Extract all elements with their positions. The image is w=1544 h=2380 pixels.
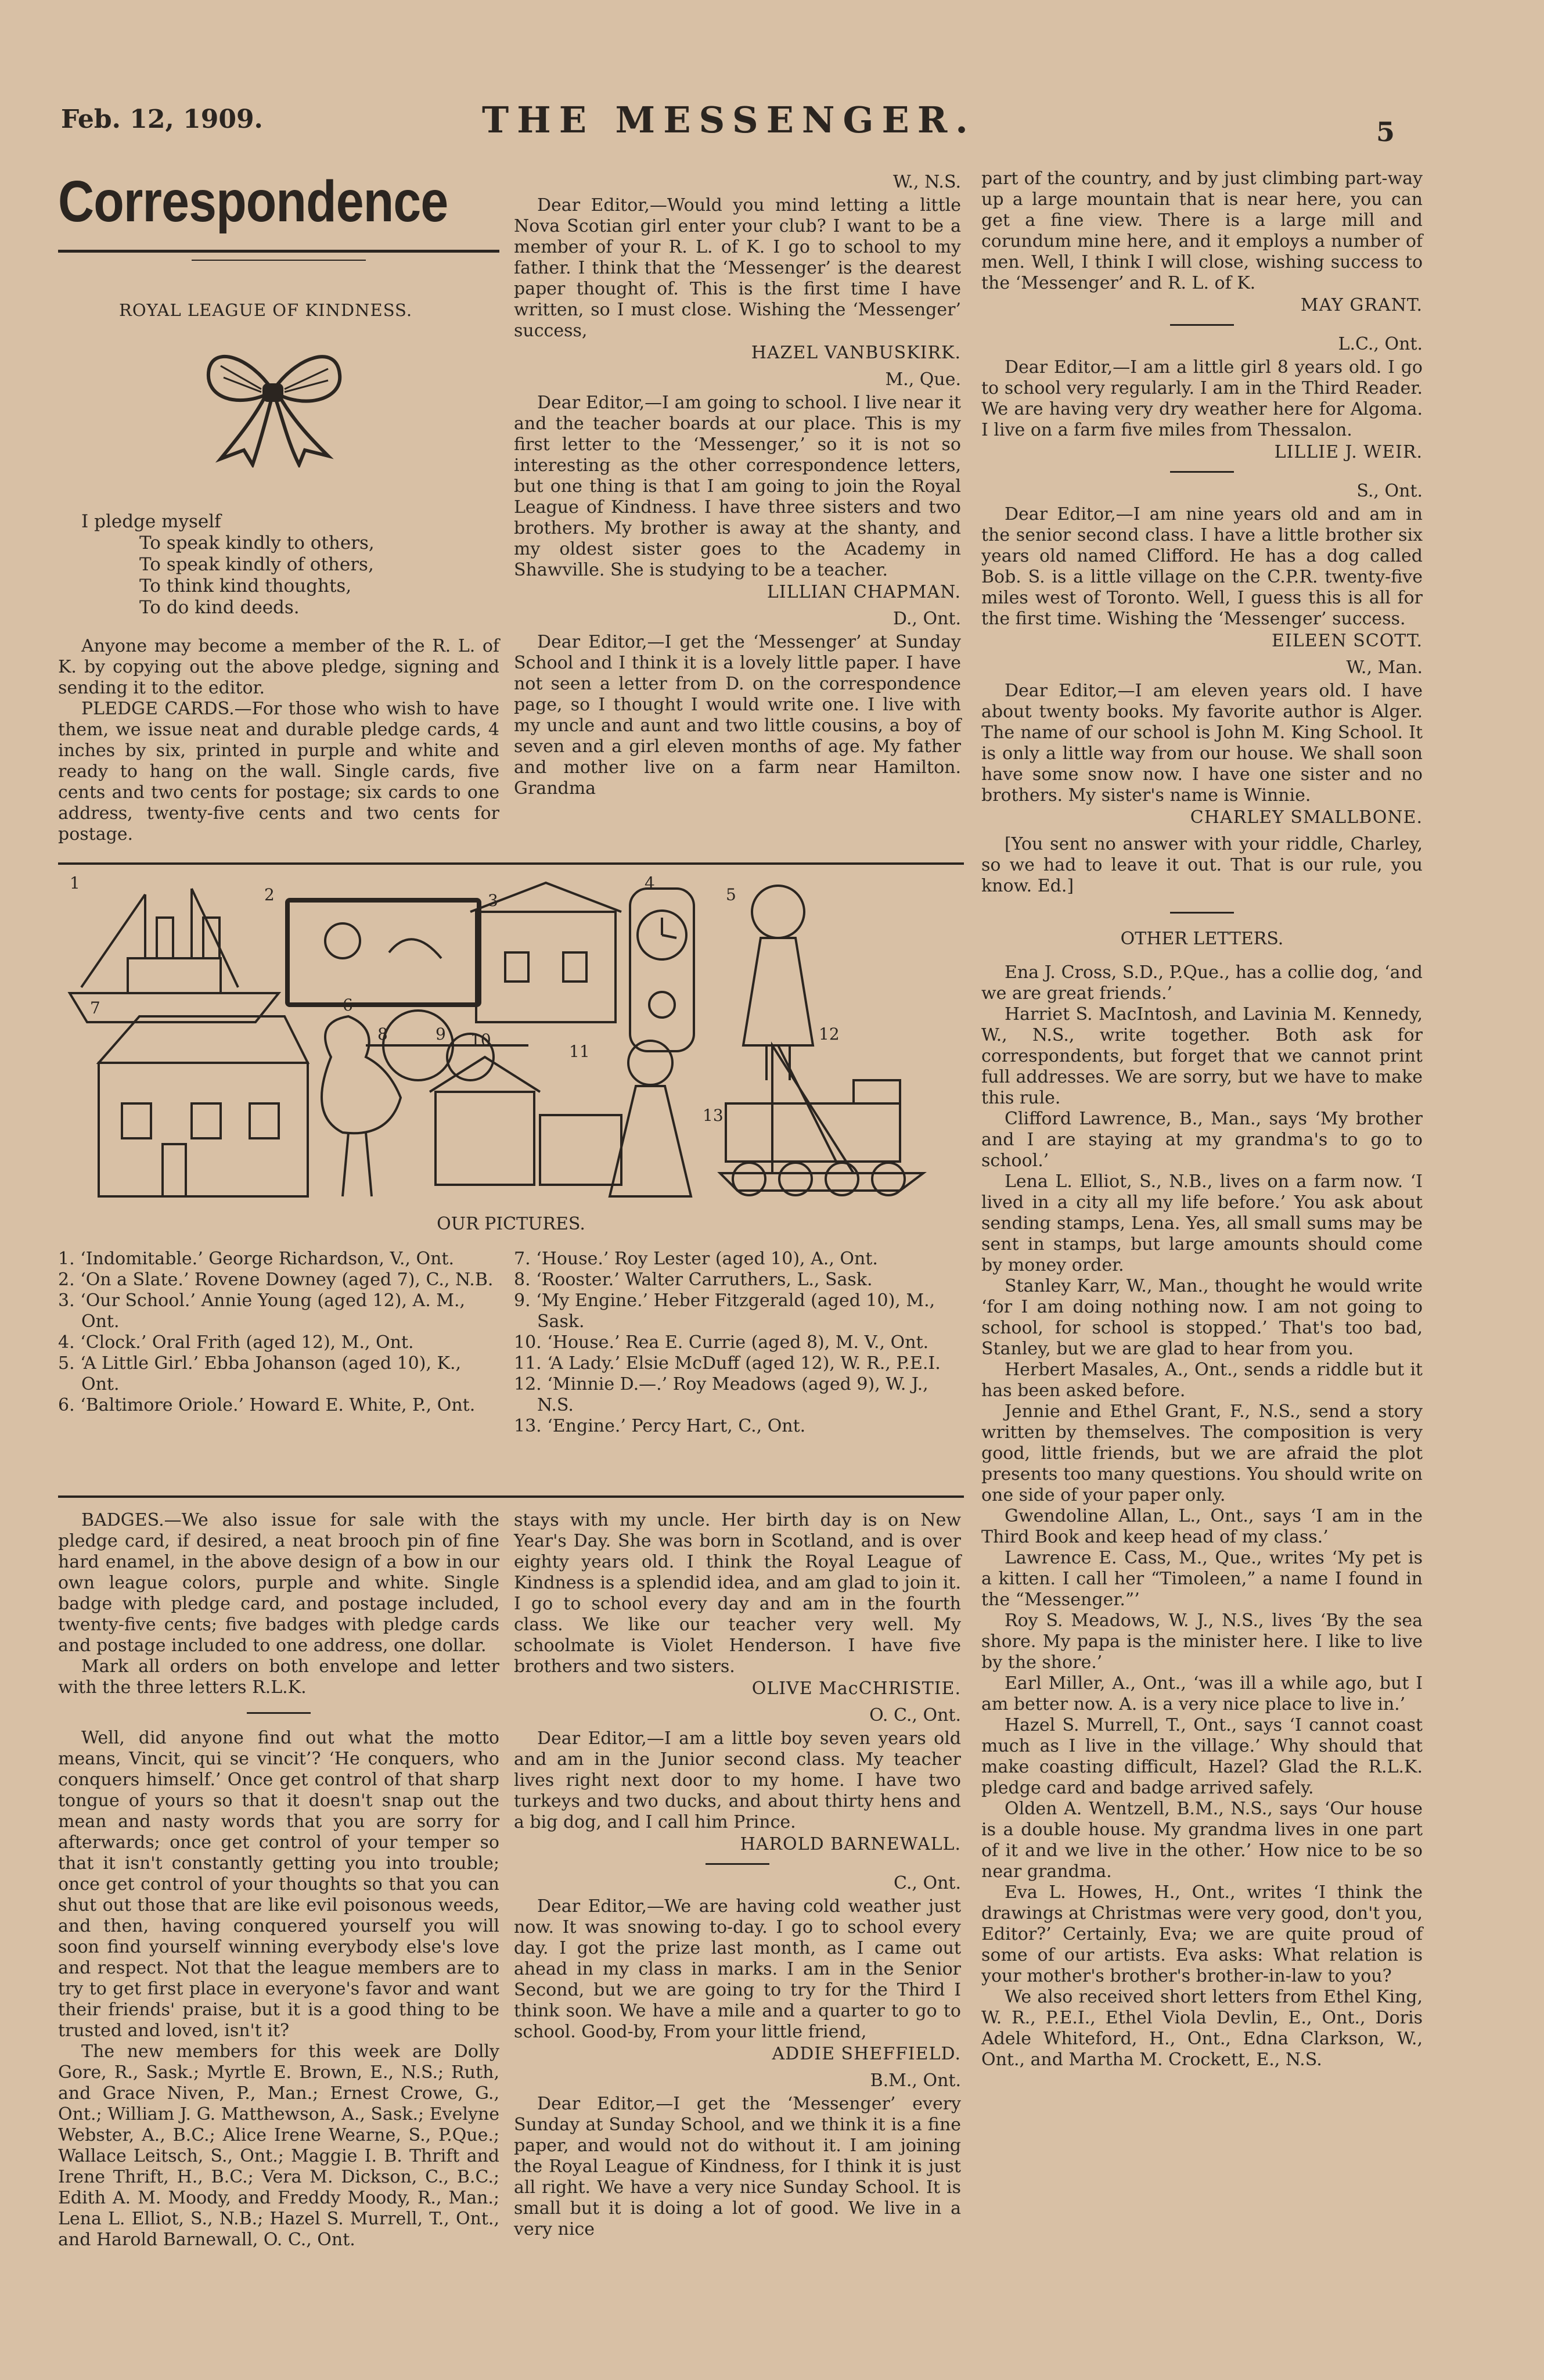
letters-column-2-top (514, 168, 961, 799)
picture-caption: 11. ‘A Lady.’ Elsie McDuff (aged 12), W. R., P.E.I. (514, 1353, 941, 1374)
letter-signature: LILLIE J. WEIR. (1274, 442, 1423, 462)
other-letter-item: Roy S. Meadows, W. J., N.S., lives ‘By the sea shore. My papa is the minister here. I like to live by the shore.’ (981, 1610, 1423, 1673)
other-letter-item: Lena L. Elliot, S., N.B., lives on a farm now. ‘I lived in a city all my life before.’ You ask about sending stamps, Lena. Yes, all small sums may be sent in stamps, but large amounts should come by money order. (981, 1171, 1423, 1275)
letters-column-2-bottom (514, 1510, 961, 2240)
paragraph: PLEDGE CARDS.—For those who wish to have them, we issue neat and durable pledge cards, 4 inches by six, printed in purple and white and ready to hang on the wall. Single cards, five cents and two cents for postage; six cards to one address, twenty-five cents and two cents for postage. (58, 699, 499, 844)
letter-text: Dear Editor,—I am a little girl 8 years old. I go to school very regularly. I am in the Third Reader. We are having very dry weather here for Algoma. I live on a farm five miles from Thessalon. (981, 357, 1423, 440)
pledge-line: To speak kindly of others, (139, 554, 374, 575)
letter-text: Dear Editor,—I am a little boy seven years old and am in the Junior second class. My teacher lives right next door to my home. I have two turkeys and two ducks, and about thirty hens and a big dog, and I call him Prince. (514, 1728, 961, 1832)
other-letter-item: Hazel S. Murrell, T., Ont., says ‘I cannot coast much as I live in the village.’ Why should that make coasting difficult, Hazel? Glad the R.L.K. pledge card and badge arrived safely. (981, 1715, 1423, 1798)
newspaper-title: THE MESSENGER. (482, 99, 976, 141)
paragraph: The new members for this week are Dolly Gore, R., Sask.; Myrtle E. Brown, E., N.S.; Ruth, and Grace Niven, P., Man.; Ernest Crowe, G., Ont.; William J. G. Matthewson, A., Sask.; Evelyne Webster, A., B.C.; Alice Irene Wearne, S., P.Que.; Wallace Leitsch, S., Ont.; Maggie I. B. Thrift and Irene Thrift, H., B.C.; Vera M. Dickson, C., B.C.; Edith A. M. Moody, and Freddy Moody, R., Man.; Lena L. Elliot, S., N.B.; Hazel S. Murrell, T., Ont., and Harold Barnewall, O. C., Ont. (58, 2041, 499, 2250)
paragraph: BADGES.—We also issue for sale with the pledge card, if desired, a neat brooch pin of fine hard enamel, in the above design of a bow in our own league colors, purple and white. Single badge with pledge card, and postage included, twenty-five cents; five badges with pledge cards and postage included to one address, one dollar. (58, 1510, 499, 1656)
other-letter-item: Stanley Karr, W., Man., thought he would write ‘for I am doing nothing now. I am not going to school, for school is stopped.’ That's too bad, Stanley, but we are glad to hear from you. (981, 1276, 1423, 1359)
pictures-captions-left (58, 1249, 499, 1416)
picture-caption: 9. ‘My Engine.’ Heber Fitzgerald (aged 10), M., Sask. (514, 1290, 935, 1332)
badges-column (58, 1510, 499, 2250)
pledge-line: I pledge myself (81, 511, 221, 532)
other-letter-item: Ena J. Cross, S.D., P.Que., has a collie dog, ‘and we are great friends.’ (981, 962, 1423, 1004)
letter-signature: EILEEN SCOTT. (1271, 631, 1423, 651)
picture-number: 2 (264, 885, 275, 904)
divider (1170, 912, 1234, 914)
letter-text: Dear Editor,—I am nine years old and am in the senior second class. I have a little brother six years old named Clifford. He has a dog called Bob. S. is a little village on the C.P.R. twenty-five miles west of Toronto. Well, I guess this is all for the first time. Wishing the ‘Messenger’ success. (981, 504, 1423, 629)
letter-text: Dear Editor,—We are having cold weather just now. It was snowing to-day. I go to school every day. I got the prize last month, as I came out ahead in my class in marks. I am in the Senior Second, but we are going to try for the Third I think soon. We have a mile and a quarter to go to school. Good-by, From your little friend, (514, 1896, 961, 2042)
letter-text: Dear Editor,—I am eleven years old. I have about twenty books. My favorite author is Alger. The name of our school is John M. King School. It is only a little way from our house. We shall soon have some snow now. I have one sister and no brothers. My sister's name is Winnie. (981, 681, 1423, 806)
letter-text: part of the country, and by just climbing part-way up a large mountain that is near here, you can get a fine view. There is a large mill and corundum mine here, and it employs a number of men. Well, I think I will close, wishing success to the ‘Messenger’ and R. L. of K. (981, 168, 1423, 293)
picture-number: 6 (343, 995, 353, 1015)
letter-place: C., Ont. (893, 1873, 961, 1893)
letter-place: W., N.S. (892, 172, 961, 192)
pledge-line: To speak kindly to others, (139, 533, 375, 553)
picture-number: 13 (703, 1106, 724, 1125)
other-letter-item: Clifford Lawrence, B., Man., says ‘My brother and I are staying at my grandma's to go to school.’ (981, 1109, 1423, 1171)
picture-caption: 13. ‘Engine.’ Percy Hart, C., Ont. (514, 1416, 806, 1436)
letter-text: Dear Editor,—Would you mind letting a little Nova Scotian girl enter your club? I want to be a member of your R. L. of K. I go to school to my father. I think that the ‘Messenger’ is the dearest paper thought of. This is the first time I have written, so I must close. Wishing the ‘Messenger’ success, (514, 195, 961, 341)
divider (247, 1712, 311, 1714)
picture-number: 1 (70, 873, 80, 893)
other-letter-item: Jennie and Ethel Grant, F., N.S., send a story written by themselves. The composition is very good, little friends, but we are afraid the plot presents too many questions. You should write on one side of your paper only. (981, 1401, 1423, 1505)
picture-caption: 10. ‘House.’ Rea E. Currie (aged 8), M. V., Ont. (514, 1332, 929, 1353)
editor-note: [You sent no answer with your riddle, Charley, so we had to leave it out. That is our rule, you know. Ed.] (981, 834, 1423, 896)
other-letter-item: Lawrence E. Cass, M., Que., writes ‘My pet is a kitten. I call her “Timoleen,” a name I found in the “Messenger.”’ (981, 1548, 1423, 1610)
picture-number: 11 (569, 1042, 590, 1061)
divider (1170, 324, 1234, 326)
picture-number: 7 (90, 998, 100, 1018)
pictures-captions-right (514, 1249, 961, 1437)
other-letters-title: OTHER LETTERS. (1120, 929, 1284, 949)
picture-caption: 1. ‘Indomitable.’ George Richardson, V., Ont. (58, 1249, 455, 1269)
other-letters-list (981, 962, 1423, 2070)
other-letter-item: Gwendoline Allan, L., Ont., says ‘I am in the Third Book and keep head of my class.’ (981, 1506, 1423, 1547)
letter-signature: ADDIE SHEFFIELD. (772, 2044, 961, 2064)
paragraph: Anyone may become a member of the R. L. of K. by copying out the above pledge, signing and sending it to the editor. (58, 636, 499, 698)
letter-text: Dear Editor,—I am going to school. I live near it and the teacher boards at our place. This is my first letter to the ‘Messenger,’ so it is not so interesting as the other correspondence letters, but one thing is that I am going to join the Royal League of Kindness. I have three sisters and two brothers. My brother is away at the shanty, and my oldest sister goes to the Academy in Shawville. She is studying to be a teacher. (514, 393, 961, 580)
divider (706, 1863, 769, 1865)
letter-place: L.C., Ont. (1338, 334, 1423, 354)
pictures-title: OUR PICTURES. (437, 1214, 585, 1234)
picture-caption: 12. ‘Minnie D.—.’ Roy Meadows (aged 9), W. J., N.S. (514, 1374, 928, 1415)
letters-column-3 (981, 168, 1423, 2070)
picture-number: 4 (645, 873, 655, 893)
divider (1170, 471, 1234, 473)
league-title: ROYAL LEAGUE OF KINDNESS. (119, 300, 413, 320)
other-letter-item: Earl Miller, A., Ont., ‘was ill a while ago, but I am better now. A. is a very nice place to live in.’ (981, 1673, 1423, 1714)
letter-signature: HAZEL VANBUSKIRK. (751, 343, 961, 363)
picture-caption: 5. ‘A Little Girl.’ Ebba Johanson (aged 10), K., Ont. (58, 1353, 462, 1394)
letter-place: D., Ont. (892, 609, 961, 629)
letter-place: B.M., Ont. (870, 2070, 961, 2091)
picture-number: 9 (436, 1024, 446, 1044)
letter-place: W., Man. (1346, 657, 1423, 678)
paragraph: Mark all orders on both envelope and letter with the three letters R.L.K. (58, 1656, 499, 1698)
pictures-top-rule (58, 862, 964, 865)
letter-signature: LILLIAN CHAPMAN. (766, 582, 961, 602)
picture-caption: 6. ‘Baltimore Oriole.’ Howard E. White, P., Ont. (58, 1395, 476, 1415)
picture-caption: 7. ‘House.’ Roy Lester (aged 10), A., Ont. (514, 1249, 878, 1269)
picture-number: 3 (488, 891, 498, 910)
letter-signature: OLIVE MacCHRISTIE. (751, 1678, 961, 1699)
letter-text: Dear Editor,—I get the ‘Messenger’ at Sunday School and I think it is a lovely little paper. I have not seen a letter from D. on the correspondence page, so I thought I would write one. I live with my uncle and aunt and two little cousins, a boy of seven and a girl eleven months of age. My father and mother live on a farm near Hamilton. Grandma (514, 632, 961, 799)
letter-place: O. C., Ont. (869, 1705, 961, 1725)
other-letter-item: Herbert Masales, A., Ont., sends a riddle but it has been asked before. (981, 1360, 1423, 1401)
letter-signature: CHARLEY SMALLBONE. (1190, 807, 1423, 828)
other-letter-item: We also received short letters from Ethel King, W. R., P.E.I., Ethel Viola Devlin, E., Ont., Doris Adele Whiteford, H., Ont., Edna Clarkson, W., Ont., and Martha M. Crockett, E., N.S. (981, 1987, 1423, 2070)
letter-text: Dear Editor,—I get the ‘Messenger’ every Sunday at Sunday School, and we think it is a fine paper, and would not do without it. I am joining the Royal League of Kindness, for I think it is just all right. We have a very nice Sunday School. It is small but it is doing a lot of good. We live in a very nice (514, 2094, 961, 2239)
letter-signature: HAROLD BARNEWALL. (740, 1834, 961, 1854)
childrens-drawings-illustration (64, 871, 958, 1208)
letter-place: M., Que. (885, 369, 961, 390)
section-heading: Correspondence (58, 169, 448, 234)
heading-rule (58, 250, 499, 253)
other-letter-item: Harriet S. MacIntosh, and Lavinia M. Kennedy, W., N.S., write together. Both ask for correspondents, but forget that we cannot print full addresses. We are sorry, but we have to make this rule. (981, 1004, 1423, 1108)
paragraph: Well, did anyone find out what the motto means, Vincit, qui se vincit’? ‘He conquers, who conquers himself.’ Once get control of that sharp tongue of yours so that it doesn't snap out the mean and nasty words that you are sorry for afterwards; once get control of your temper so that it isn't constantly getting you into trouble; once get control of your thoughts so that you can shut out those that are like evil poisonous weeds, and then, having conquered yourself you will soon find yourself winning everybody else's love and respect. Not that the league members are to try to get first place in everyone's favor and want their friends' praise, but it is a good thing to be trusted and loved, isn't it? (58, 1728, 499, 2041)
other-letter-item: Eva L. Howes, H., Ont., writes ‘I think the drawings at Christmas were very good, don't you, Editor?’ Certainly, Eva; we are quite proud of some of our artists. Eva asks: What relation is your mother's brother's brother-in-law to you? (981, 1882, 1423, 1986)
pledge-line: To do kind deeds. (139, 597, 300, 618)
picture-caption: 3. ‘Our School.’ Annie Young (aged 12), A. M., Ont. (58, 1290, 466, 1332)
picture-number: 5 (726, 885, 736, 904)
letter-signature: MAY GRANT. (1300, 295, 1423, 315)
picture-number: 12 (819, 1024, 840, 1044)
page-number: 5 (1376, 116, 1395, 148)
letter-place: S., Ont. (1356, 481, 1423, 501)
bow-badge-icon (197, 334, 348, 468)
intro-column (58, 636, 499, 845)
picture-caption: 2. ‘On a Slate.’ Rovene Downey (aged 7), C., N.B. (58, 1270, 494, 1290)
heading-subrule (192, 260, 366, 261)
other-letter-item: Olden A. Wentzell, B.M., N.S., says ‘Our house is a double house. My grandma lives in one part of it and we live in the other.’ How nice to be so near grandma. (981, 1799, 1423, 1882)
picture-number: 8 (377, 1024, 388, 1044)
picture-number: 10 (470, 1030, 491, 1049)
pictures-bottom-rule (58, 1495, 964, 1498)
pledge-text (81, 511, 375, 619)
issue-date: Feb. 12, 1909. (61, 105, 263, 134)
picture-caption: 4. ‘Clock.’ Oral Frith (aged 12), M., Ont. (58, 1332, 414, 1353)
letter-text: stays with my uncle. Her birth day is on New Year's Day. She was born in Scotland, and is over eighty years old. I think the Royal League of Kindness is a splendid idea, and am glad to join it. I go to school every day and am in the fourth class. We like our teacher very well. My schoolmate is Violet Henderson. I have five brothers and two sisters. (514, 1510, 961, 1677)
pledge-line: To think kind thoughts, (139, 576, 352, 596)
picture-caption: 8. ‘Rooster.’ Walter Carruthers, L., Sask. (514, 1270, 873, 1290)
